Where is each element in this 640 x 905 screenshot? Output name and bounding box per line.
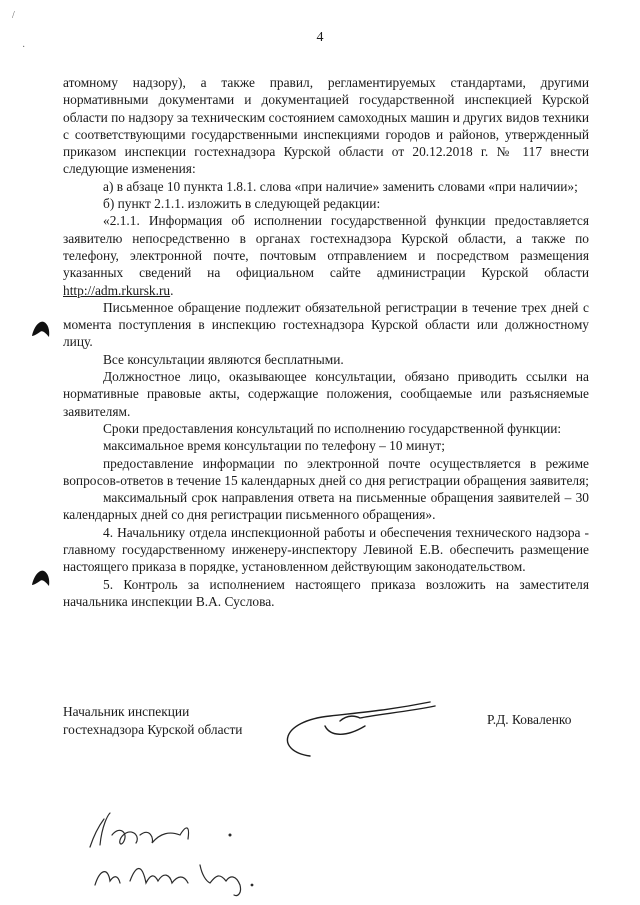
paragraph-email: предоставление информации по электронной почте осуществляется в режиме вопросов-ответов в течение 15 календарных дней со дня регистрации обращения заявителя; [63, 455, 589, 488]
scan-artifact-dot: · [22, 42, 26, 53]
paragraph-item-5: 5. Контроль за исполнением настоящего приказа возложить на заместителя начальника инспекции В.А. Суслова. [63, 576, 589, 609]
paragraph-registration: Письменное обращение подлежит обязательной регистрации в течение трех дней с момента поступления в инспекцию гостехнадзора Курской области или должностному лицу. [63, 299, 589, 350]
website-link[interactable]: http://adm.rkursk.ru [63, 282, 171, 298]
paragraph-free: Все консультации являются бесплатными. [103, 351, 344, 367]
signatory-position-line-2: гостехнадзора Курской области [63, 722, 243, 737]
signatory-position [63, 703, 242, 739]
paragraph-2-1-1-text: «2.1.1. Информация об исполнении государственной функции предоставляется заявителю непосредственно в органах гостехнадзора Курской области, а также по телефону, электронной почте, почтовым отправлением и посредством размещения указанных сведений на официальном сайте администрации Курской области [63, 213, 589, 281]
paragraph-phone: максимальное время консультации по телефону – 10 минут; [103, 438, 445, 454]
paragraph-continuation: атомному надзору), а также правил, регламентируемых стандартами, другими нормативными документами и документацией государственной инспекцией Курской области по надзору за техническим состоянием самоходных машин и других видов техники с соответствующими государственными инспекциями городов и районов, утвержденный приказом инспекции гостехнадзора Курской области от 20.12.2018 г. № 117 внести следующие изменения: [63, 75, 589, 177]
paragraph-2-1-1 [63, 212, 589, 298]
scan-artifact-mark: / [12, 10, 15, 21]
paragraph-a: а) в абзаце 10 пункта 1.8.1. слова «при наличие» заменить словами «при наличии»; [103, 178, 578, 194]
ink-blot-1 [30, 318, 52, 340]
paragraph-b: б) пункт 2.1.1. изложить в следующей редакции: [103, 196, 381, 212]
handwritten-note-1 [90, 813, 232, 847]
signatory-position-line-1: Начальник инспекции [63, 704, 190, 719]
signatory-name: Р.Д. Коваленко [487, 712, 572, 727]
link-period: . [170, 282, 174, 298]
ink-blot-2 [30, 567, 52, 589]
handwritten-note-2 [95, 865, 253, 896]
document-body [63, 74, 589, 610]
paragraph-written: максимальный срок направления ответа на письменные обращения заявителей – 30 календарных дней со дня регистрации письменного обращения». [63, 490, 589, 523]
handwritten-notes [80, 805, 280, 900]
signature-scribble [270, 696, 440, 766]
page-number: 4 [316, 30, 324, 45]
paragraph-item-4: 4. Начальнику отдела инспекционной работы и обеспечения технического надзора - главному государственному инженеру-инспектору Левиной Е.В. обеспечить размещение настоящего приказа в порядке, установленном действующим законодательством. [63, 524, 589, 575]
paragraph-official: Должностное лицо, оказывающее консультации, обязано приводить ссылки на нормативные правовые акты, содержащие положения, сообщаемые или разъясняемые заявителям. [63, 369, 589, 419]
paragraph-terms: Сроки предоставления консультаций по исполнению государственной функции: [103, 420, 562, 436]
